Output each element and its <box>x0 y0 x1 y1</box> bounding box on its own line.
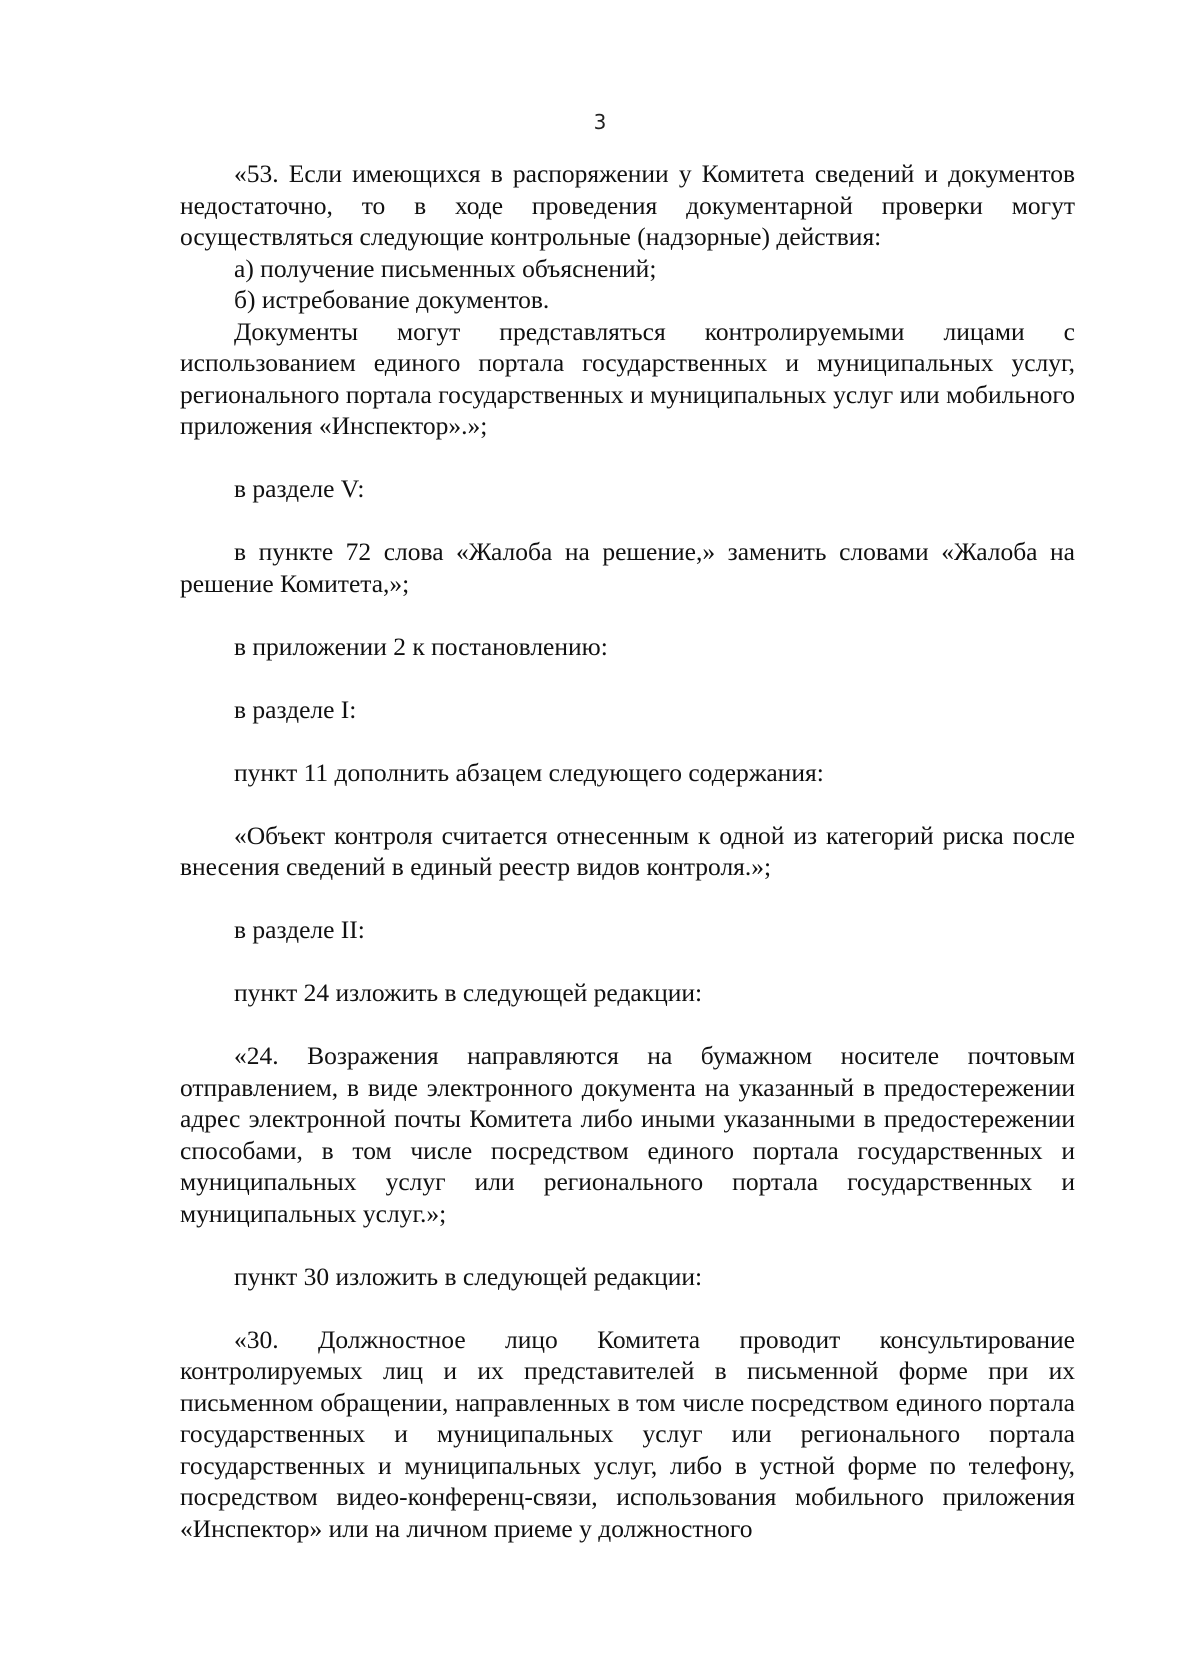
section-i-heading: в разделе I: <box>234 694 357 724</box>
spacer <box>180 788 1075 820</box>
paragraph-53-intro: «53. Если имеющихся в распоряжении у Комитета сведений и документов недостаточно, то в ходе проведения документарной проверки могут осуществляться следующие контрольные (надзорные) действия: <box>180 159 1075 251</box>
section-ii-heading: в разделе II: <box>234 915 365 944</box>
spacer <box>180 505 1075 537</box>
paragraph-53-documents: Документы могут представляться контролируемыми лицами с использованием единого портала государственных и муниципальных услуг, регионального портала государственных и муниципальных услуг или мобильного приложения «Инспектор».»; <box>180 316 1075 440</box>
paragraph-30-text: «30. Должностное лицо Комитета проводит консультирование контролируемых лиц и их представителей в письменной форме при их письменном обращении, направленных в том числе посредством единого портала государственных и муниципальных услуг или регионального портала государственных и муниципальных услуг, либо в устной форме по телефону, посредством видео-конференц-связи, использования мобильного приложения «Инспектор» или на личном приеме у должностного <box>180 1324 1075 1543</box>
page-number: 3 <box>593 110 607 134</box>
paragraph-11-text: «Объект контроля считается отнесенным к одной из категорий риска после внесения сведений в единый реестр видов контроля.»; <box>180 820 1075 881</box>
paragraph-24-instruction: пункт 24 изложить в следующей редакции: <box>234 978 703 1007</box>
paragraph-53-item-a: а) получение письменных объяснений; <box>234 253 657 283</box>
paragraph-30-instruction: пункт 30 изложить в следующей редакции: <box>234 1261 703 1291</box>
spacer <box>180 599 1075 631</box>
paragraph-53-item-b: б) истребование документов. <box>234 285 550 314</box>
spacer <box>180 662 1075 694</box>
spacer <box>180 1292 1075 1324</box>
spacer <box>180 442 1075 474</box>
document-body <box>180 158 1075 1544</box>
spacer <box>180 1229 1075 1261</box>
paragraph-24-text: «24. Возражения направляются на бумажном носителе почтовым отправлением, в виде электронного документа на указанный в предостережении адрес электронной почты Комитета либо иными указанными в предостережении способами, в том числе посредством единого портала государственных и муниципальных услуг или регионального портала государственных и муниципальных услуг.»; <box>180 1041 1075 1228</box>
spacer <box>180 946 1075 978</box>
appendix-2-heading: в приложении 2 к постановлению: <box>234 631 608 661</box>
paragraph-11-instruction: пункт 11 дополнить абзацем следующего содержания: <box>234 757 824 787</box>
paragraph-72-amendment: в пункте 72 слова «Жалоба на решение,» заменить словами «Жалоба на решение Комитета,»; <box>180 537 1075 598</box>
spacer <box>180 725 1075 757</box>
section-v-heading: в разделе V: <box>234 474 365 503</box>
spacer <box>180 883 1075 915</box>
spacer <box>180 1009 1075 1041</box>
